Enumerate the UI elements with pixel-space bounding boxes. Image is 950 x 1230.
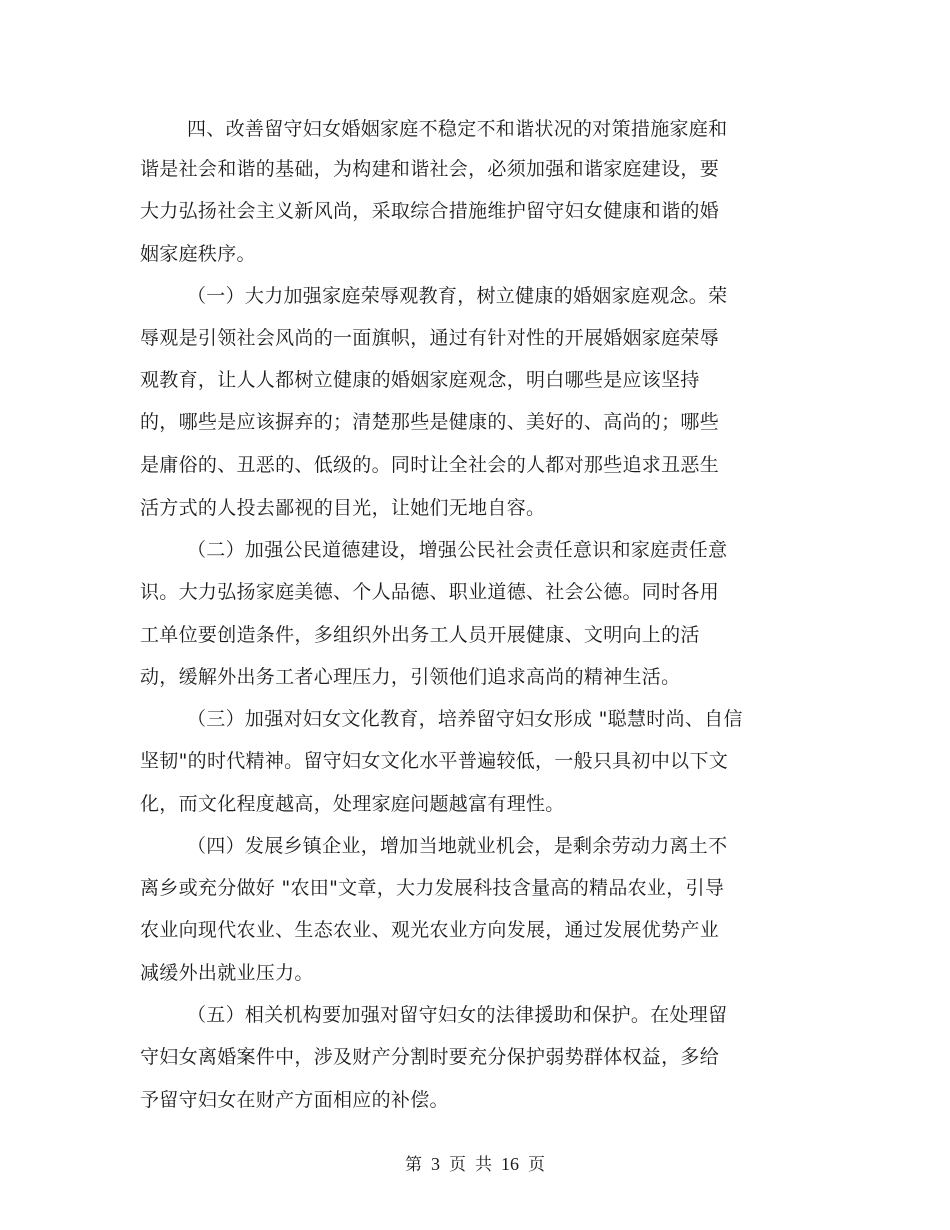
body-line: 辱观是引领社会风尚的一面旗帜，通过有针对性的开展婚姻家庭荣辱 xyxy=(140,327,720,349)
footer-ye: 页 xyxy=(449,1155,466,1175)
footer-gong: 共 xyxy=(475,1155,492,1175)
body-line: （三）加强对妇女文化教育，培养留守妇女形成 "聪慧时尚、自信 xyxy=(187,708,743,730)
body-line: 姻家庭秩序。 xyxy=(140,243,256,265)
page-footer xyxy=(0,1153,950,1176)
body-line: （一）大力加强家庭荣辱观教育，树立健康的婚姻家庭观念。荣 xyxy=(187,285,728,307)
body-line: 化，而文化程度越高，处理家庭问题越富有理性。 xyxy=(140,793,565,815)
body-line: 活方式的人投去鄙视的目光，让她们无地自容。 xyxy=(140,497,546,519)
body-line: 予留守妇女在财产方面相应的补偿。 xyxy=(140,1089,449,1111)
body-line: 动，缓解外出务工者心理压力，引领他们追求高尚的精神生活。 xyxy=(140,666,681,688)
body-line: （五）相关机构要加强对留守妇女的法律援助和保护。在处理留 xyxy=(187,1004,728,1026)
body-line: 离乡或充分做好 "农田"文章，大力发展科技含量高的精品农业，引导 xyxy=(140,877,725,899)
body-line: 谐是社会和谐的基础，为构建和谐社会，必须加强和谐家庭建设，要 xyxy=(140,158,720,180)
body-line: 是庸俗的、丑恶的、低级的。同时让全社会的人都对那些追求丑恶生 xyxy=(140,454,720,476)
body-line: 工单位要创造条件，多组织外出务工人员开展健康、文明向上的活 xyxy=(140,624,700,646)
body-line: 大力弘扬社会主义新风尚，采取综合措施维护留守妇女健康和谐的婚 xyxy=(140,200,720,222)
body-line: 守妇女离婚案件中，涉及财产分割时要充分保护弱势群体权益，多给 xyxy=(140,1046,720,1068)
current-page-number: 3 xyxy=(431,1154,440,1174)
body-line: 坚韧"的时代精神。留守妇女文化水平普遍较低，一般只具初中以下文 xyxy=(140,750,729,772)
footer-ye2: 页 xyxy=(528,1155,545,1175)
body-line: 的，哪些是应该摒弃的；清楚那些是健康的、美好的、高尚的；哪些 xyxy=(140,411,720,433)
body-line: （二）加强公民道德建设，增强公民社会责任意识和家庭责任意 xyxy=(187,539,728,561)
body-line: 农业向现代农业、生态农业、观光农业方向发展，通过发展优势产业 xyxy=(140,919,720,941)
footer-di: 第 xyxy=(405,1155,422,1175)
body-line: 识。大力弘扬家庭美德、个人品德、职业道德、社会公德。同时各用 xyxy=(140,581,720,603)
body-line: 观教育，让人人都树立健康的婚姻家庭观念，明白哪些是应该坚持 xyxy=(140,369,700,391)
body-line: 减缓外出就业压力。 xyxy=(140,962,314,984)
total-pages-number: 16 xyxy=(501,1154,519,1174)
body-line: 四、改善留守妇女婚姻家庭不稳定不和谐状况的对策措施家庭和 xyxy=(187,118,728,140)
body-line: （四）发展乡镇企业，增加当地就业机会，是剩余劳动力离土不 xyxy=(187,835,728,857)
